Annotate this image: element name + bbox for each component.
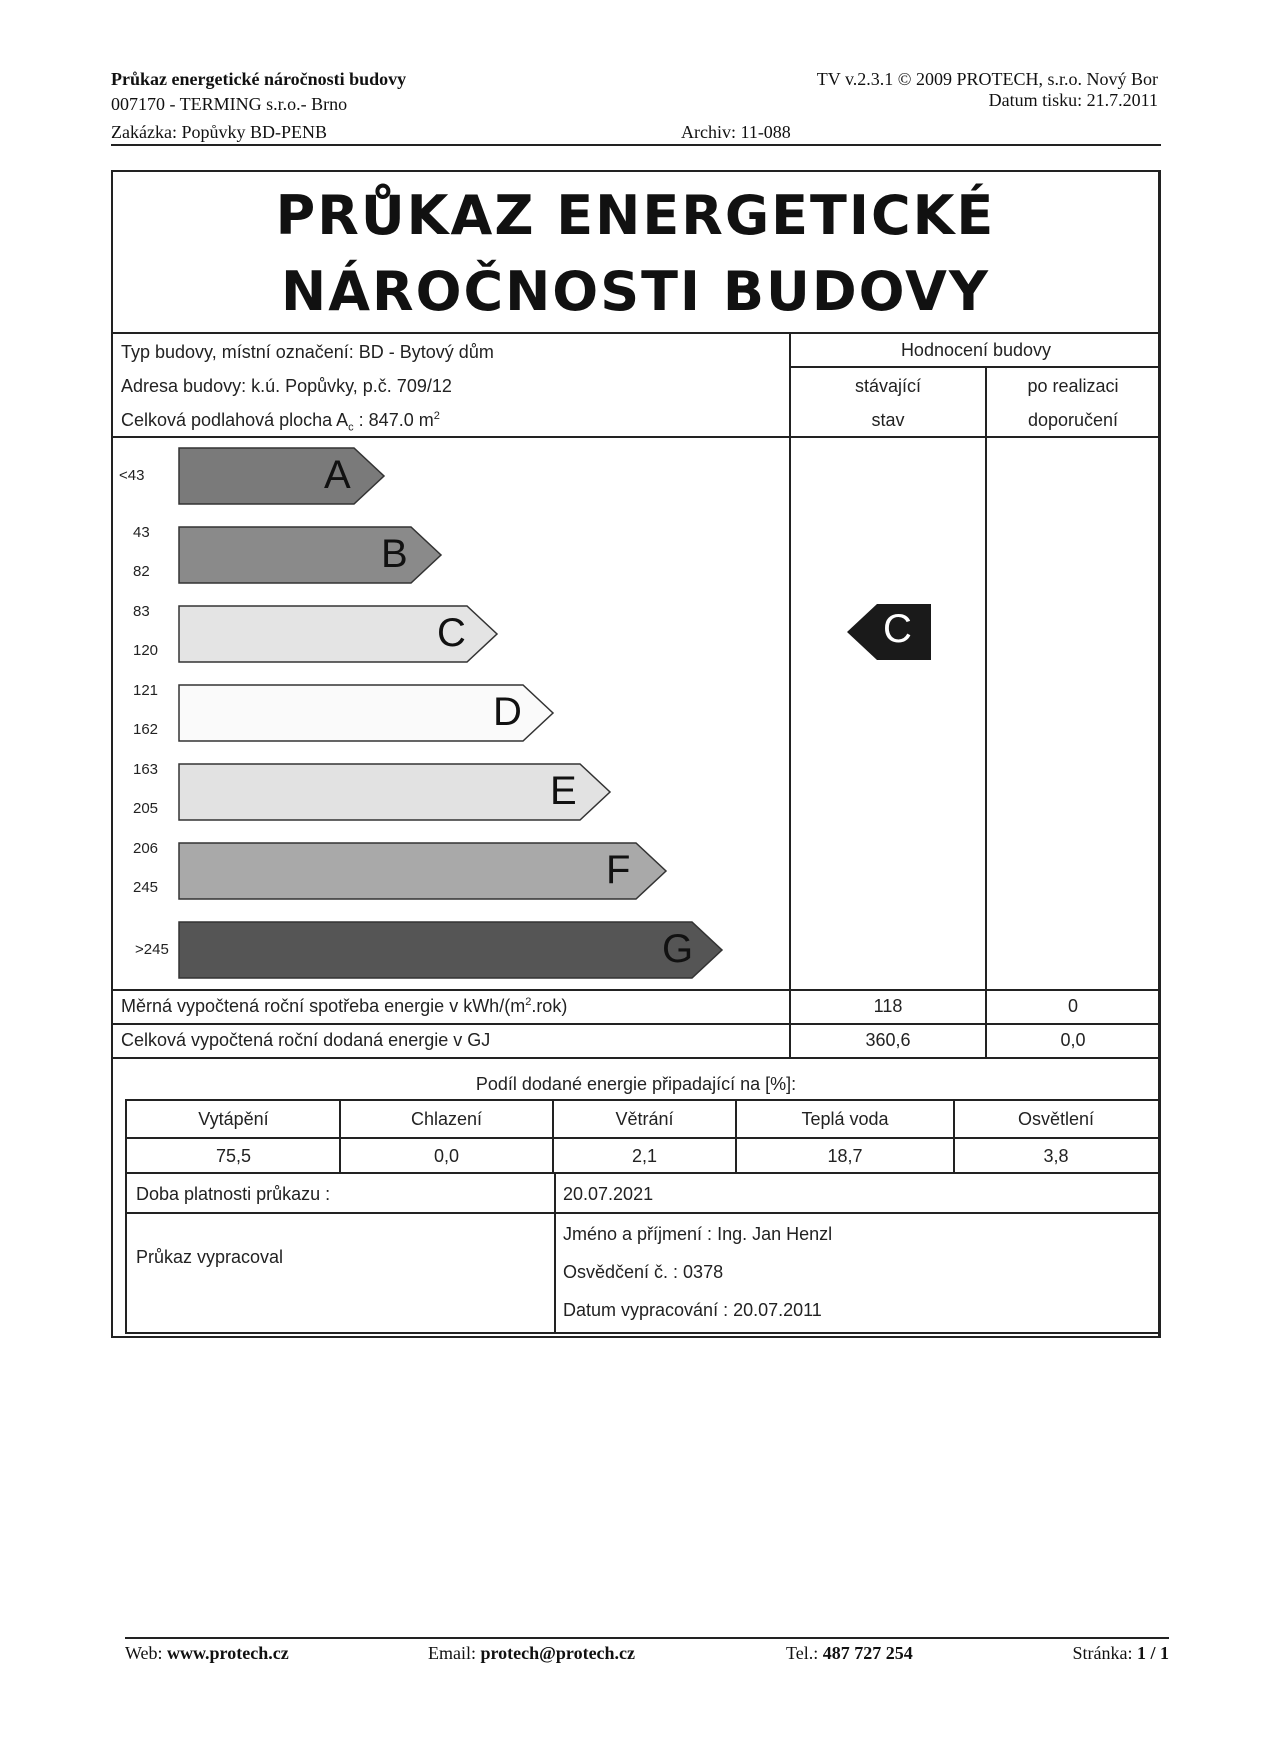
author-label: Průkaz vypracoval — [136, 1247, 284, 1267]
consumption-top-line — [113, 989, 1159, 991]
share-value: 2,1 — [631, 1146, 658, 1166]
building-type: Typ budovy, místní označení: BD - Bytový dům — [121, 342, 494, 362]
energy-class-band-e — [178, 763, 610, 821]
specific-consumption-label: Měrná vypočtená roční spotřeba energie v kWh/$(m^2.rok)$ — [121, 996, 568, 1016]
footer-web: Web: www.protech.cz — [125, 1643, 289, 1663]
energy-class-range-top: 206 — [133, 840, 159, 857]
energy-class-range-bottom: 120 — [133, 642, 159, 659]
footer-web-link[interactable]: www.protech.cz — [167, 1643, 289, 1663]
rating-current-line1: stávající — [854, 376, 922, 396]
current-class-marker — [847, 604, 931, 660]
share-table-midline — [127, 1137, 1158, 1139]
specific-consumption-after: 0 — [1067, 996, 1078, 1016]
validity-bottom-line — [127, 1212, 1158, 1214]
specific-consumption-current: 118 — [873, 996, 903, 1016]
total-energy-current: 360,6 — [865, 1030, 911, 1050]
energy-class-band-d — [178, 684, 553, 742]
validity-divider — [554, 1174, 556, 1332]
footer-page: Stránka: 1 / 1 — [1072, 1643, 1169, 1663]
share-header: Větrání — [615, 1109, 674, 1129]
share-header: Vytápění — [198, 1109, 269, 1129]
header-software: TV v.2.3.1 © 2009 PROTECH, s.r.o. Nový Bor — [816, 69, 1158, 89]
energy-class-range-top: 121 — [133, 682, 159, 699]
share-value: 18,7 — [827, 1146, 863, 1166]
energy-class-range-top: 163 — [133, 761, 159, 778]
footer-email: Email: protech@protech.cz — [428, 1643, 636, 1663]
author-date: Datum vypracování : 20.07.2011 — [563, 1300, 822, 1320]
energy-class-range-top: 83 — [133, 603, 150, 620]
share-table — [125, 1099, 1160, 1174]
energy-class-arrow-f — [178, 842, 668, 900]
header-print-date: Datum tisku: 21.7.2011 — [988, 90, 1158, 110]
energy-class-letter: B — [381, 532, 408, 576]
share-title: Podíl dodané energie připadající na [%]: — [475, 1074, 797, 1094]
energy-class-letter: A — [324, 453, 351, 497]
rating-header-line — [789, 366, 1159, 368]
share-header: Chlazení — [410, 1109, 483, 1129]
rating-current-line2: stav — [871, 410, 905, 430]
energy-class-letter: C — [437, 611, 466, 655]
energy-class-letter: D — [493, 690, 522, 734]
header-order: Zakázka: Popůvky BD-PENB — [111, 122, 327, 142]
energy-class-band-c — [178, 605, 497, 663]
building-address: Adresa budovy: k.ú. Popůvky, p.č. 709/12 — [121, 376, 452, 396]
energy-class-range-top: >245 — [135, 941, 169, 958]
energy-class-band-g — [178, 921, 722, 979]
title-line-1: PRŮKAZ ENERGETICKÉ — [275, 184, 996, 247]
energy-class-band-a — [178, 447, 384, 505]
title-divider — [113, 332, 1159, 334]
energy-class-arrow-g — [178, 921, 724, 979]
validity-value: 20.07.2021 — [563, 1184, 654, 1204]
scale-top-line — [113, 436, 1159, 438]
energy-class-letter: E — [550, 769, 577, 813]
title-line-2: NÁROČNOSTI BUDOVY — [281, 260, 990, 323]
validity-author-box — [125, 1174, 1160, 1334]
total-energy-label: Celková vypočtená roční dodaná energie v GJ — [121, 1030, 491, 1050]
energy-class-letter: G — [662, 927, 694, 971]
energy-class-range-bottom: 162 — [133, 721, 159, 738]
header-rule — [111, 144, 1161, 146]
energy-class-range-top: 43 — [133, 524, 150, 541]
share-value: 75,5 — [215, 1146, 252, 1166]
author-certificate: Osvědčení č. : 0378 — [563, 1262, 724, 1282]
rating-divider-mid — [985, 366, 987, 1026]
consumption-mid-line — [113, 1023, 1159, 1025]
share-value: 0,0 — [433, 1146, 460, 1166]
header-doc-title: Průkaz energetické náročnosti budovy — [111, 69, 407, 89]
energy-class-range-bottom: 205 — [133, 800, 159, 817]
share-value: 3,8 — [1043, 1146, 1069, 1166]
share-header: Osvětlení — [1017, 1109, 1095, 1129]
energy-class-band-f — [178, 842, 666, 900]
rating-after-line1: po realizaci — [1027, 376, 1119, 396]
author-name: Jméno a příjmení : Ing. Jan Henzl — [563, 1224, 833, 1244]
footer-tel: Tel.: 487 727 254 — [786, 1643, 913, 1663]
energy-class-band-b — [178, 526, 441, 584]
building-area: Celková podlahová plocha $A_c$ : 847.0 $m^2$ — [121, 410, 440, 434]
energy-class-range-bottom: 245 — [133, 879, 159, 896]
energy-class-letter: F — [606, 848, 631, 892]
header-archive: Archiv: 11-088 — [681, 122, 791, 142]
header-company: 007170 - TERMING s.r.o.- Brno — [111, 94, 348, 114]
energy-class-arrow-e — [178, 763, 612, 821]
footer-email-link[interactable]: protech@protech.cz — [480, 1643, 636, 1663]
energy-class-range-top: <43 — [119, 467, 145, 484]
share-header: Teplá voda — [801, 1109, 889, 1129]
energy-class-range-bottom: 82 — [133, 563, 150, 580]
footer-rule — [125, 1637, 1169, 1639]
validity-label: Doba platnosti průkazu : — [136, 1184, 331, 1204]
total-energy-after: 0,0 — [1060, 1030, 1086, 1050]
rating-title: Hodnocení budovy — [900, 340, 1052, 360]
consumption-bottom-line — [113, 1057, 1159, 1059]
energy-class-arrow-a — [178, 447, 386, 505]
rating-after-line2: doporučení — [1027, 410, 1119, 430]
current-class-letter: C — [883, 607, 912, 651]
